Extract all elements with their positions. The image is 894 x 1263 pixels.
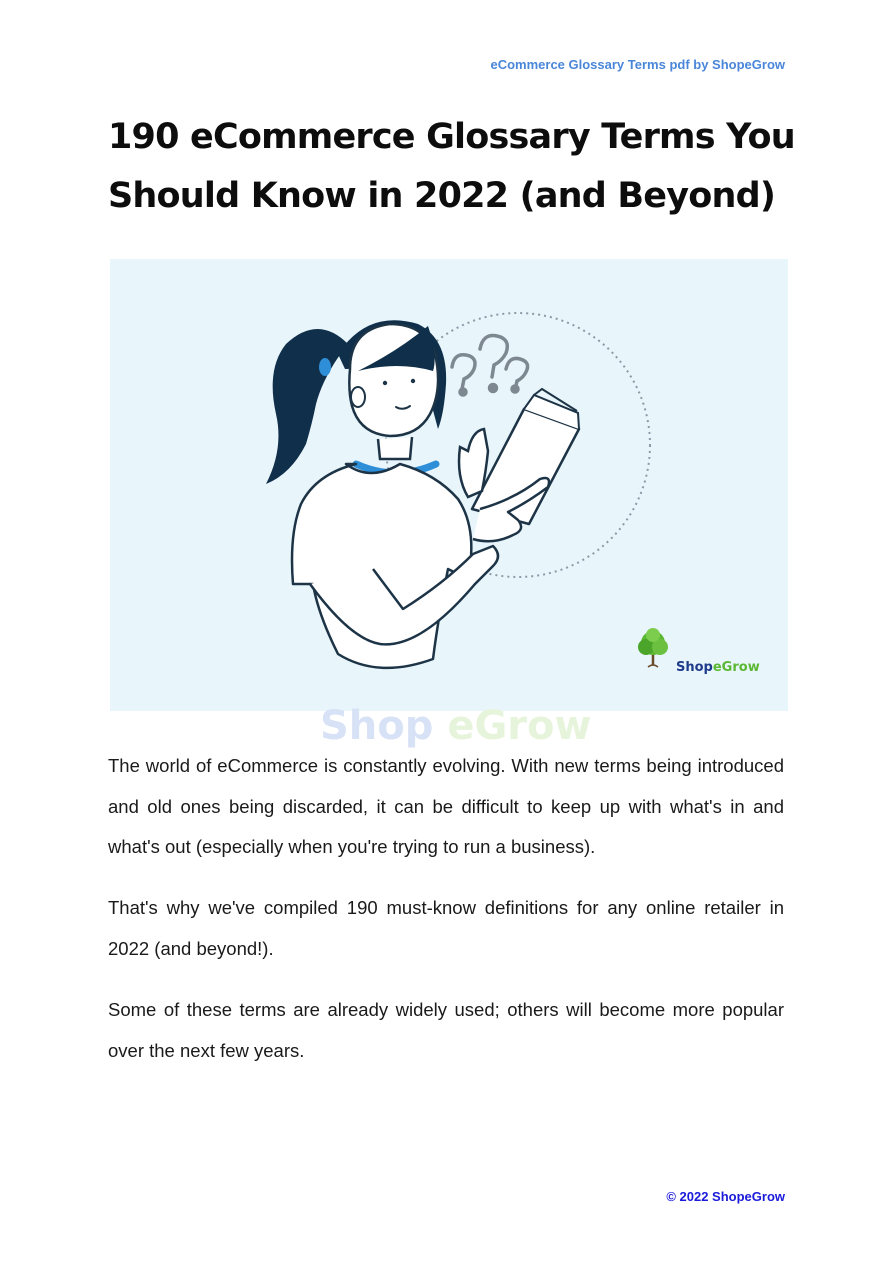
question-marks-icon bbox=[452, 336, 528, 395]
logo-text-b: eGrow bbox=[712, 660, 760, 675]
watermark bbox=[320, 703, 591, 749]
watermark-shop: Shop bbox=[320, 703, 434, 749]
logo-text-a: Shop bbox=[676, 660, 713, 675]
tree-logo-icon bbox=[638, 628, 668, 667]
footer-copyright: © 2022 ShopeGrow bbox=[666, 1189, 785, 1204]
page-title: 190 eCommerce Glossary Terms You Should Know in 2022 (and Beyond) bbox=[108, 117, 795, 216]
svg-text:ShopeGrow bbox=[676, 660, 760, 675]
hero-illustration bbox=[110, 259, 788, 711]
header-note: eCommerce Glossary Terms pdf by ShopeGrow bbox=[490, 57, 785, 72]
hair bbox=[266, 329, 348, 484]
intro-paragraph-2: That's why we've compiled 190 must-know definitions for any online retailer in 2022 (and beyond!). bbox=[108, 897, 784, 959]
watermark-egrow: eGrow bbox=[447, 703, 592, 749]
intro-paragraph-1: The world of eCommerce is constantly evolving. With new terms being introduced and old ones being discarded, it can be difficult to keep up with what's in and what's out (especially when you're trying to run a business). bbox=[108, 755, 784, 857]
intro-paragraph-3: Some of these terms are already widely used; others will become more popular over the next few years. bbox=[108, 999, 784, 1061]
